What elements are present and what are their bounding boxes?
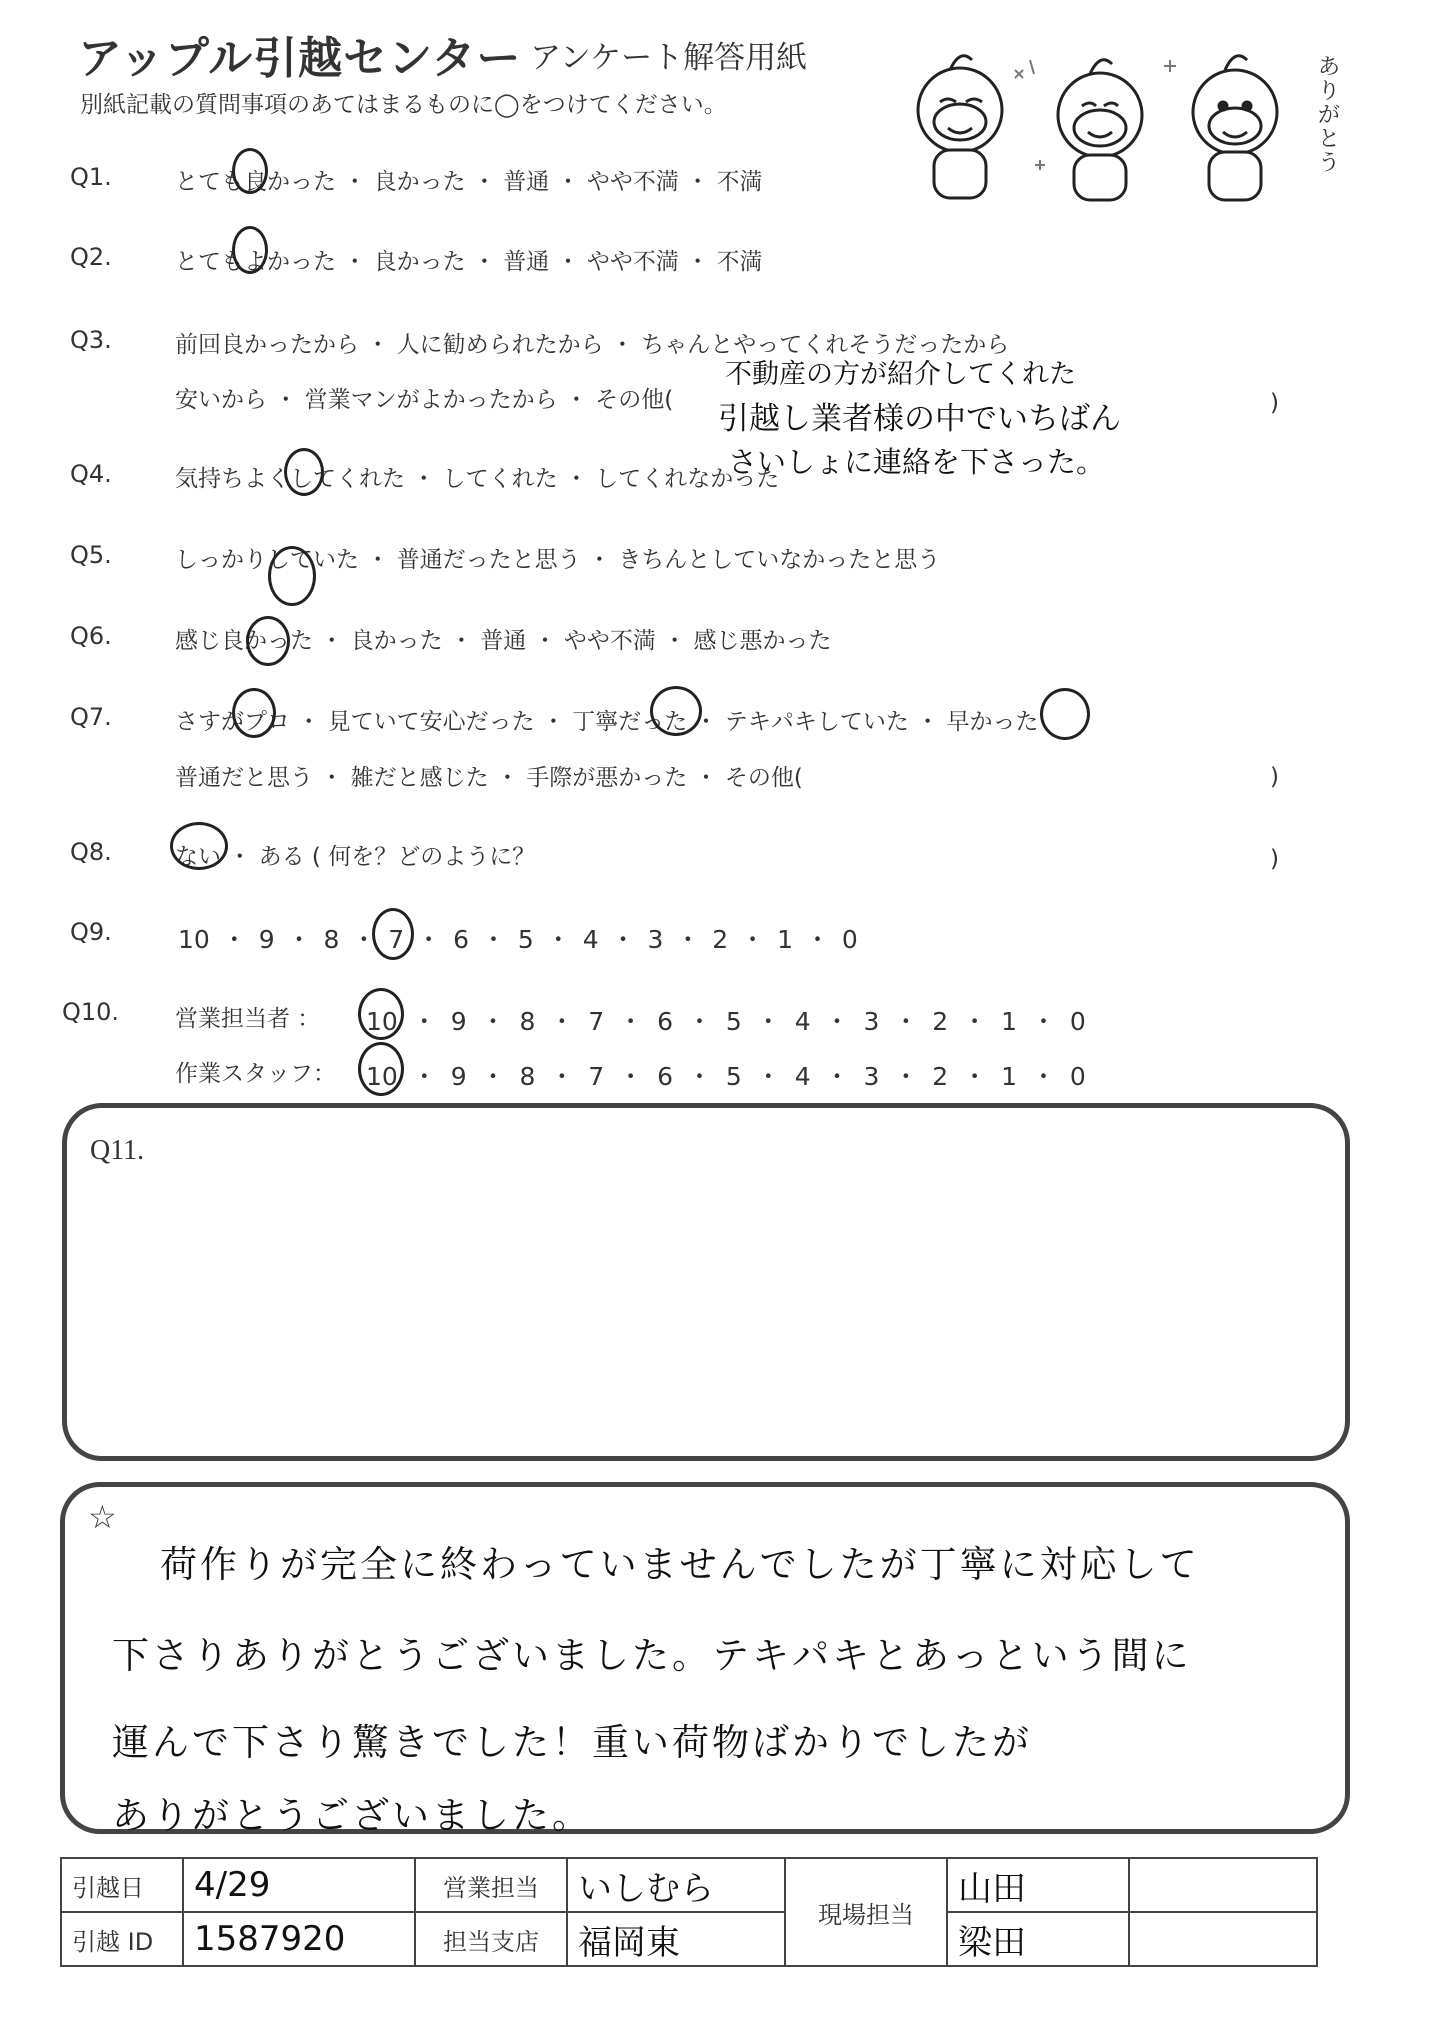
company-title: アップル引越センター (78, 33, 522, 84)
sales-rep-value: いしむら (567, 1858, 785, 1912)
q8-close-paren: ) (1270, 846, 1279, 872)
q4-options: 気持ちよくしてくれた ・ してくれた ・ してくれなかった (175, 466, 780, 492)
q3-handwritten-line3: さいしょに連絡を下さった。 (728, 445, 1106, 479)
move-date-label: 引越日 (61, 1858, 183, 1912)
site-rep-value-2: 梁田 (947, 1912, 1129, 1966)
answer-circle (232, 226, 268, 274)
q6-label: Q6. (70, 622, 112, 650)
comment-line-1: 荷作りが完全に終わっていませんでしたが丁寧に対応して (160, 1543, 1200, 1586)
answer-circle (358, 988, 404, 1040)
q8-label: Q8. (70, 838, 112, 866)
q3-label: Q3. (70, 326, 112, 354)
q3-close-paren: ) (1270, 390, 1279, 416)
footer-empty-cell (1129, 1912, 1317, 1966)
mascot-illustration (890, 40, 1350, 210)
q9-scale: 10 ・ 9 ・ 8 ・ 7 ・ 6 ・ 5 ・ 4 ・ 3 ・ 2 ・ 1 ・ 0 (178, 925, 858, 954)
answer-circle (268, 546, 316, 606)
answer-circle (232, 688, 276, 738)
instruction-text: 別紙記載の質問事項のあてはまるものに◯をつけてください。 (80, 92, 727, 118)
footer-info-table (60, 1857, 1318, 1967)
q7-options-line2: 普通だと思う ・ 雑だと感じた ・ 手際が悪かった ・ その他( (175, 765, 803, 791)
q10-sales-label: 営業担当者 ： (175, 1006, 321, 1032)
q2-label: Q2. (70, 243, 112, 271)
q10-sales-scale: 10 ・ 9 ・ 8 ・ 7 ・ 6 ・ 5 ・ 4 ・ 3 ・ 2 ・ 1 ・ 0 (366, 1007, 1086, 1036)
q4-label: Q4. (70, 460, 112, 488)
q3-options-line1: 前回良かったから ・ 人に勧められたから ・ ちゃんとやってくれそうだったから (175, 332, 1010, 358)
answer-circle (284, 448, 324, 496)
q10-staff-scale: 10 ・ 9 ・ 8 ・ 7 ・ 6 ・ 5 ・ 4 ・ 3 ・ 2 ・ 1 ・ 0 (366, 1062, 1086, 1091)
q11-box (62, 1103, 1350, 1461)
site-rep-value-1: 山田 (947, 1858, 1129, 1912)
answer-circle (1040, 688, 1090, 740)
site-rep-label: 現場担当 (785, 1858, 947, 1966)
answer-circle (246, 616, 290, 666)
q10-staff-label: 作業スタッフ： (175, 1061, 336, 1087)
answer-circle (358, 1042, 404, 1096)
q11-label: Q11. (90, 1135, 145, 1166)
q3-options-line2: 安いから ・ 営業マンがよかったから ・ その他( (175, 387, 674, 413)
q7-label: Q7. (70, 703, 112, 731)
q9-label: Q9. (70, 918, 112, 946)
comment-line-2: 下さりありがとうございました。テキパキとあっという間に (112, 1634, 1192, 1677)
branch-value: 福岡東 (567, 1912, 785, 1966)
move-id-value: 1587920 (183, 1912, 415, 1966)
q8-options: ない ・ ある ( 何を？どのように？ (175, 844, 536, 870)
answer-circle (650, 686, 702, 736)
survey-subtitle: アンケート解答用紙 (530, 40, 808, 76)
q1-label: Q1. (70, 163, 112, 191)
comment-line-3: 運んで下さり驚きでした！重い荷物ばかりでしたが (112, 1721, 1032, 1764)
move-date-value: 4/29 (183, 1858, 415, 1912)
q6-options: 感じ良かった ・ 良かった ・ 普通 ・ やや不満 ・ 感じ悪かった (175, 628, 832, 654)
q7-close-paren: ) (1270, 764, 1279, 790)
move-id-label: 引越 ID (61, 1912, 183, 1966)
footer-empty-cell (1129, 1858, 1317, 1912)
sales-rep-label: 営業担当 (415, 1858, 567, 1912)
q3-handwritten-line1: 不動産の方が紹介してくれた (725, 359, 1076, 390)
star-icon: ☆ (88, 1498, 117, 1536)
branch-label: 担当支店 (415, 1912, 567, 1966)
q7-options-line1: さすがプロ ・ 見ていて安心だった ・ 丁寧だった ・ テキパキしていた ・ 早かった (175, 709, 1039, 735)
mascot-caption: ありがとう (1318, 55, 1341, 176)
q3-handwritten-line2: 引越し業者様の中でいちばん (718, 401, 1121, 437)
comment-line-4: ありがとうございました。 (112, 1794, 592, 1837)
q2-options: とてもよかった ・ 良かった ・ 普通 ・ やや不満 ・ 不満 (175, 249, 763, 275)
answer-circle (372, 908, 414, 960)
q10-label: Q10. (62, 998, 120, 1026)
answer-circle (170, 822, 228, 870)
q5-label: Q5. (70, 541, 112, 569)
answer-circle (232, 148, 268, 194)
q5-options: しっかりしていた ・ 普通だったと思う ・ きちんとしていなかったと思う (175, 547, 941, 573)
q1-options: とても良かった ・ 良かった ・ 普通 ・ やや不満 ・ 不満 (175, 169, 763, 195)
